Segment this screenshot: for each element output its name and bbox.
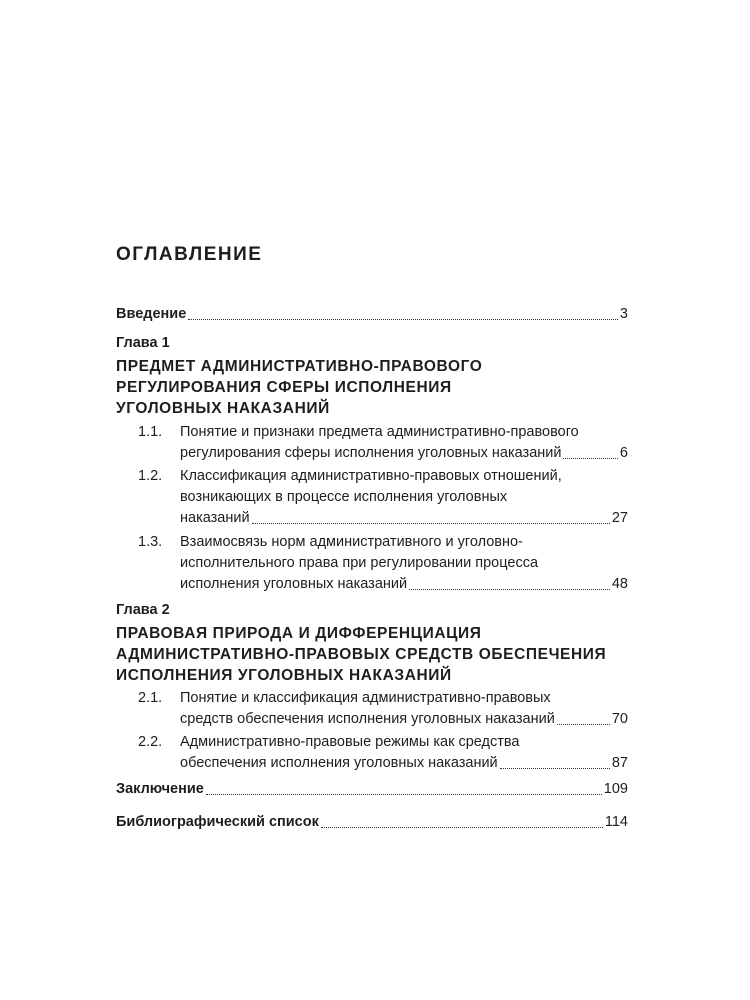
section-number: 2.1. [138, 690, 163, 706]
section-title-line: Понятие и классификация административно-правовых [180, 690, 551, 706]
toc-entry-2-1[interactable] [116, 688, 628, 730]
leader-dots [188, 319, 618, 320]
section-number: 1.3. [138, 534, 163, 550]
toc-page-number: 114 [604, 814, 628, 830]
toc-page-number: 87 [611, 755, 628, 771]
chapter-title-line: ПРЕДМЕТ АДМИНИСТРАТИВНО-ПРАВОВОГО [116, 358, 483, 375]
toc-entry-bibliography[interactable] [116, 812, 628, 833]
toc-entry-label: Библиографический список [116, 814, 319, 830]
section-number: 1.2. [138, 468, 163, 484]
leader-dots [500, 768, 610, 769]
leader-dots [321, 827, 603, 828]
section-title-line: возникающих в процессе исполнения уголовных [180, 489, 508, 505]
leader-dots [206, 794, 602, 795]
chapter-1-heading [116, 333, 628, 419]
leader-dots [563, 458, 617, 459]
section-number: 1.1. [138, 424, 163, 440]
chapter-2-heading [116, 600, 628, 686]
chapter-title-line: РЕГУЛИРОВАНИЯ СФЕРЫ ИСПОЛНЕНИЯ [116, 379, 452, 396]
section-title-line: регулирования сферы исполнения уголовных наказаний [180, 445, 562, 461]
chapter-label: Глава 1 [116, 335, 170, 351]
toc-entry-label: Введение [116, 306, 187, 322]
chapter-label: Глава 2 [116, 602, 170, 618]
chapter-title-line: ПРАВОВАЯ ПРИРОДА И ДИФФЕРЕНЦИАЦИЯ [116, 625, 482, 642]
toc-page-number: 3 [619, 306, 628, 322]
toc-entry-conclusion[interactable] [116, 779, 628, 800]
chapter-title-line: УГОЛОВНЫХ НАКАЗАНИЙ [116, 400, 330, 417]
toc-page-number: 109 [603, 781, 628, 797]
section-title-line: Взаимосвязь норм административного и уголовно- [180, 534, 523, 550]
toc-entry-intro[interactable] [116, 304, 628, 325]
section-number: 2.2. [138, 734, 163, 750]
leader-dots [557, 724, 610, 725]
section-title-line: Административно-правовые режимы как средства [180, 734, 520, 750]
chapter-title-line: АДМИНИСТРАТИВНО-ПРАВОВЫХ СРЕДСТВ ОБЕСПЕЧЕНИЯ [116, 646, 607, 663]
toc-entry-1-3[interactable] [116, 532, 628, 595]
toc-page-number: 48 [611, 576, 628, 592]
section-title-line: исполнительного права при регулировании процесса [180, 555, 539, 571]
toc-entry-label: Заключение [116, 781, 204, 797]
section-title-line: обеспечения исполнения уголовных наказаний [180, 755, 498, 771]
leader-dots [252, 523, 610, 524]
toc-page-number: 27 [611, 510, 628, 526]
toc-title: ОГЛАВЛЕНИЕ [116, 244, 263, 265]
chapter-title [116, 623, 628, 686]
toc-entry-2-2[interactable] [116, 732, 628, 774]
toc-page-number: 6 [619, 445, 628, 461]
toc-entry-1-2[interactable] [116, 466, 628, 529]
toc-entry-1-1[interactable] [116, 422, 628, 464]
toc-page-number: 70 [611, 711, 628, 727]
section-title-line: Понятие и признаки предмета административно-правового [180, 424, 579, 440]
section-title-line: средств обеспечения исполнения уголовных наказаний [180, 711, 555, 727]
section-title-line: Классификация административно-правовых отношений, [180, 468, 562, 484]
section-title-line: наказаний [180, 510, 250, 526]
chapter-title [116, 356, 628, 419]
section-title-line: исполнения уголовных наказаний [180, 576, 408, 592]
chapter-title-line: ИСПОЛНЕНИЯ УГОЛОВНЫХ НАКАЗАНИЙ [116, 667, 452, 684]
leader-dots [409, 589, 610, 590]
